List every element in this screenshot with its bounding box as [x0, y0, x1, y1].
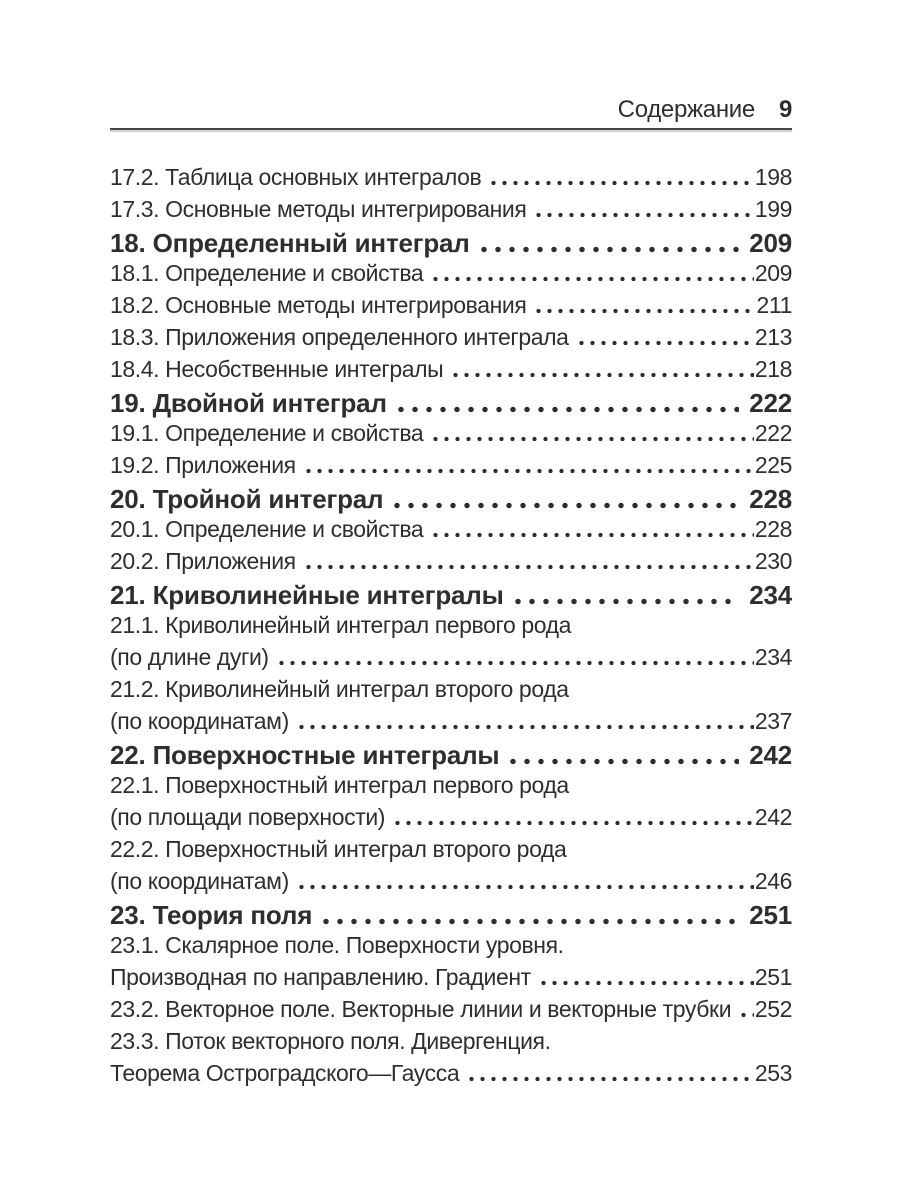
running-head: [110, 96, 792, 124]
toc-entry-title: 19.1. Определение и свойства: [110, 420, 424, 446]
dot-leader: [296, 884, 754, 890]
dot-leader: [533, 308, 755, 314]
toc-entry-page: 246: [754, 868, 792, 894]
toc-entry: [110, 1060, 792, 1092]
toc-entry-page: 242: [749, 740, 792, 770]
toc-entry: [110, 548, 792, 580]
toc-entry-title: 18.4. Несобственные интегралы: [110, 356, 444, 382]
toc-entry-title: 20.2. Приложения: [110, 548, 296, 574]
toc-entry-page: 209: [754, 260, 792, 286]
toc-entry: [110, 356, 792, 388]
toc-entry: [110, 196, 792, 228]
dot-leader: [303, 564, 754, 570]
dot-leader: [276, 660, 754, 666]
dot-leader: [477, 246, 740, 253]
dot-leader: [430, 436, 754, 442]
toc-entry: [110, 292, 792, 324]
dot-leader: [488, 180, 753, 186]
dot-leader: [511, 598, 740, 605]
toc-entry-page: 234: [754, 644, 792, 670]
toc-entry-page: 228: [754, 516, 792, 542]
toc-entry-title: 21.2. Криволинейный интеграл второго рода: [110, 676, 569, 702]
toc-entry-page: 198: [754, 164, 792, 190]
toc-entry-page: 237: [754, 708, 792, 734]
toc-entry-page: 253: [754, 1060, 792, 1086]
toc-entry: [110, 260, 792, 292]
toc-entry: [110, 772, 792, 804]
toc-entry: [110, 420, 792, 452]
toc-entry-page: 234: [749, 580, 792, 610]
toc-entry: [110, 612, 792, 644]
toc-entry: [110, 708, 792, 740]
toc-entry-page: 211: [756, 292, 792, 318]
running-head-title: Содержание: [617, 96, 755, 123]
toc-entry: [110, 228, 792, 260]
toc-list: [110, 164, 792, 1092]
toc-entry-title: 23.1. Скалярное поле. Поверхности уровня.: [110, 932, 564, 958]
toc-entry-title: 19.2. Приложения: [110, 452, 296, 478]
dot-leader: [430, 532, 754, 538]
toc-entry-page: 252: [754, 996, 792, 1022]
toc-entry: [110, 804, 792, 836]
dot-leader: [450, 372, 754, 378]
toc-entry-page: 230: [754, 548, 792, 574]
toc-entry: [110, 452, 792, 484]
toc-entry-title: 21. Криволинейные интегралы: [110, 580, 504, 610]
toc-entry-title: 17.3. Основные методы интегрирования: [110, 196, 527, 222]
toc-entry-title: 20.1. Определение и свойства: [110, 516, 424, 542]
toc-entry-title: 18. Определенный интеграл: [110, 228, 470, 258]
toc-entry-title: 22.2. Поверхностный интеграл второго рода: [110, 836, 567, 862]
dot-leader: [303, 468, 754, 474]
toc-entry-title: (по длине дуги): [110, 644, 269, 670]
toc-entry-title: 18.1. Определение и свойства: [110, 260, 424, 286]
toc-entry-page: 218: [754, 356, 792, 382]
toc-entry-title: 20. Тройной интеграл: [110, 484, 384, 514]
toc-entry: [110, 1028, 792, 1060]
toc-entry: [110, 324, 792, 356]
toc-entry-title: Теорема Остроградского—Гаусса: [110, 1060, 460, 1086]
dot-leader: [394, 406, 739, 413]
toc-entry-page: 222: [754, 420, 792, 446]
toc-entry-title: 22. Поверхностные интегралы: [110, 740, 500, 770]
toc-entry-page: 228: [749, 484, 792, 514]
dot-leader: [390, 502, 739, 509]
toc-entry: [110, 868, 792, 900]
toc-entry-title: 23.2. Векторное поле. Векторные линии и векторные трубки: [110, 996, 732, 1022]
toc-entry-title: 23. Теория поля: [110, 900, 313, 930]
toc-entry-page: 199: [754, 196, 792, 222]
dot-leader: [392, 820, 754, 826]
dot-leader: [296, 724, 754, 730]
toc-entry-page: 225: [754, 452, 792, 478]
toc-entry: [110, 516, 792, 548]
toc-entry-page: 251: [749, 900, 792, 930]
toc-entry-page: 222: [749, 388, 792, 418]
dot-leader: [506, 758, 739, 765]
toc-entry-title: 19. Двойной интеграл: [110, 388, 387, 418]
dot-leader: [738, 1012, 754, 1018]
toc-entry-title: 21.1. Криволинейный интеграл первого рода: [110, 612, 572, 638]
dot-leader: [319, 918, 739, 925]
toc-entry-title: 17.2. Таблица основных интегралов: [110, 164, 482, 190]
toc-entry: [110, 484, 792, 516]
toc-entry: [110, 164, 792, 196]
toc-entry-page: 209: [749, 228, 792, 258]
dot-leader: [533, 212, 753, 218]
toc-entry: [110, 740, 792, 772]
toc-entry-title: 18.3. Приложения определенного интеграла: [110, 324, 569, 350]
toc-entry: [110, 996, 792, 1028]
toc-entry-title: (по координатам): [110, 868, 289, 894]
toc-entry: [110, 932, 792, 964]
toc-entry-title: 18.2. Основные методы интегрирования: [110, 292, 527, 318]
toc-entry-title: 23.3. Поток векторного поля. Дивергенция.: [110, 1028, 551, 1054]
toc-entry-title: (по площади поверхности): [110, 804, 386, 830]
dot-leader: [538, 980, 754, 986]
toc-entry: [110, 964, 792, 996]
toc-entry: [110, 676, 792, 708]
dot-leader: [466, 1076, 754, 1082]
toc-entry: [110, 900, 792, 932]
toc-entry-title: 22.1. Поверхностный интеграл первого рода: [110, 772, 569, 798]
toc-entry: [110, 388, 792, 420]
toc-entry-title: Производная по направлению. Градиент: [110, 964, 531, 990]
dot-leader: [430, 276, 754, 282]
toc-entry-title: (по координатам): [110, 708, 289, 734]
dot-leader: [576, 340, 754, 346]
running-head-page-number: 9: [778, 96, 792, 123]
toc-entry: [110, 580, 792, 612]
toc-entry-page: 242: [754, 804, 792, 830]
header-rule: [110, 128, 792, 130]
toc-entry: [110, 836, 792, 868]
toc-entry-page: 213: [754, 324, 792, 350]
toc-entry: [110, 644, 792, 676]
toc-entry-page: 251: [754, 964, 792, 990]
